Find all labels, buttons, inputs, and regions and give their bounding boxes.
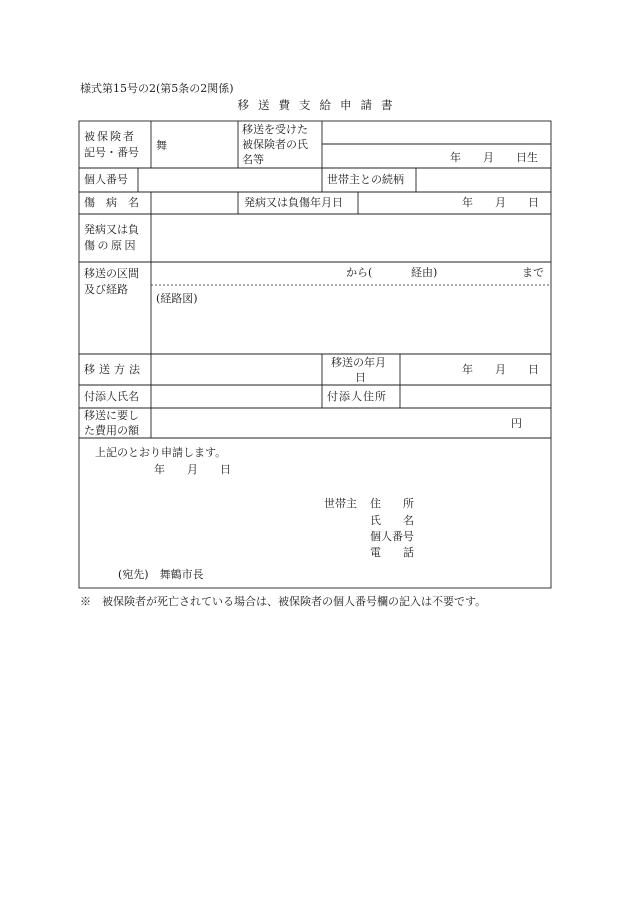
cause-label-1: 発病又は負: [84, 223, 139, 236]
route-from-label: から(: [346, 266, 373, 279]
cost-field[interactable]: [152, 409, 507, 437]
declaration-date[interactable]: 年 月 日: [154, 463, 231, 476]
patient-name-field[interactable]: [323, 123, 551, 143]
householder-name-label: 氏 名: [370, 514, 414, 527]
personal-number-field[interactable]: [139, 169, 321, 191]
cost-label-2: た費用の額: [84, 424, 139, 437]
onset-date-field[interactable]: 年 月 日: [462, 196, 539, 209]
relationship-field[interactable]: [417, 169, 550, 191]
onset-date-label: 発病又は負傷年月日: [244, 196, 343, 209]
patient-name-label-2: 被保険者の氏: [242, 138, 308, 151]
declaration-statement: 上記のとおり申請します。: [95, 446, 227, 459]
cost-unit: 円: [511, 417, 522, 430]
householder-label: 世帯主: [324, 497, 357, 510]
route-map-label: (経路図): [156, 292, 198, 305]
personal-number-label: 個人番号: [84, 173, 128, 186]
form-title: 移送費支給申請書: [237, 98, 402, 112]
disease-field[interactable]: [152, 193, 237, 213]
birth-date-field[interactable]: 年 月 日生: [450, 151, 538, 164]
attendant-name-label: 付添人氏名: [84, 390, 139, 403]
route-label-1: 移送の区間: [84, 267, 139, 280]
relationship-label: 世帯主との続柄: [327, 173, 404, 186]
cause-label-2: 傷の原因: [84, 239, 138, 252]
form-id: 様式第15号の2(第5条の2関係): [80, 82, 234, 95]
method-label: 移送方法: [84, 363, 144, 376]
route-via-label: 経由): [411, 266, 438, 279]
route-map-field[interactable]: [152, 286, 550, 353]
insured-number-field[interactable]: 舞: [156, 139, 167, 152]
attendant-name-field[interactable]: [152, 386, 321, 407]
cause-field[interactable]: [152, 215, 550, 261]
attendant-address-field[interactable]: [401, 386, 550, 407]
attendant-address-label: 付添人住所: [327, 390, 387, 403]
householder-address-label: 住 所: [370, 497, 414, 510]
insured-number-label-1: 被保険者: [84, 130, 136, 143]
disease-label: 傷 病 名: [84, 196, 139, 209]
householder-personal-number-label: 個人番号: [370, 530, 414, 543]
transfer-date-label-1: 移送の年月: [331, 356, 386, 369]
householder-phone-label: 電 話: [370, 546, 414, 559]
route-to-label: まで: [522, 266, 544, 279]
transfer-date-label-2: 日: [355, 371, 366, 384]
insured-number-label-2: 記号・番号: [84, 146, 139, 159]
patient-name-label-3: 名等: [242, 153, 264, 166]
route-label-2: 及び経路: [84, 283, 128, 296]
patient-name-label-1: 移送を受けた: [242, 123, 308, 136]
method-field[interactable]: [152, 355, 321, 384]
footnote: ※ 被保険者が死亡されている場合は、被保険者の個人番号欄の記入は不要です。: [80, 595, 487, 608]
transfer-date-field[interactable]: 年 月 日: [462, 363, 539, 376]
cost-label-1: 移送に要し: [84, 409, 139, 422]
addressee: (宛先) 舞鶴市長: [118, 568, 204, 581]
